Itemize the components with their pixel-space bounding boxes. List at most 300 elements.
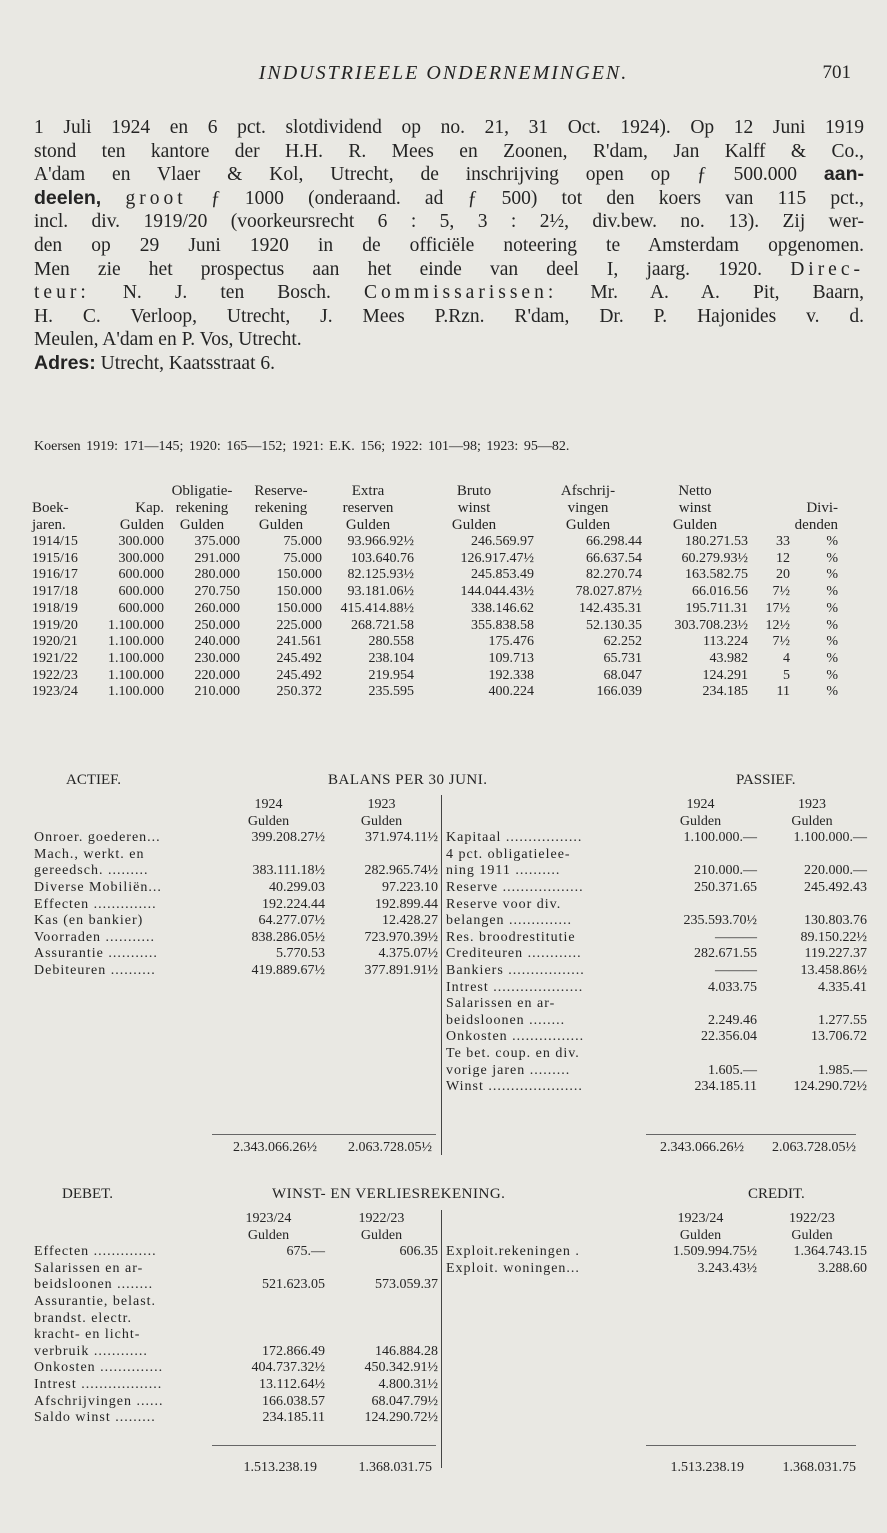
year-cell: 1918/19 [32, 600, 78, 616]
value-cell: 415.414.88½ [340, 600, 414, 616]
ledger-value [644, 996, 757, 1013]
column-header: Obligatie- rekening Gulden [171, 483, 233, 533]
column-header: Divi- denden [794, 500, 838, 533]
ledger-value: 675.— [286, 1244, 325, 1260]
ledger-label: Effecten .............. [34, 896, 157, 912]
ledger-value: 399.208.27½ [251, 830, 325, 846]
ledger-value: 1.364.743.15 [793, 1244, 867, 1260]
ledger-value: 4.033.75 [708, 979, 757, 995]
value-cell: 1.100.000 [108, 634, 164, 650]
value-cell: 246.569.97 [471, 534, 534, 549]
ledger-value [325, 1294, 438, 1311]
value-cell: 234.185 [702, 684, 748, 700]
ledger-row [446, 880, 867, 897]
ledger-row [446, 980, 867, 997]
year-header-row [446, 797, 867, 814]
ledger-value: 192.899.44 [375, 896, 438, 912]
table-row [32, 551, 838, 568]
running-title: INDUSTRIEELE ONDERNEMINGEN. [258, 62, 629, 84]
column-divider [441, 1210, 442, 1468]
text-line: den op 29 Juni 1920 in de officiële noteering te Amsterdam opgenomen. [34, 234, 864, 256]
value-cell: 245.492 [276, 667, 322, 683]
ledger-value [644, 847, 757, 864]
ledger-row [34, 1394, 438, 1411]
winst-totals-right [646, 1460, 860, 1476]
year-header: 1922/23 [358, 1211, 405, 1226]
value-cell: 17½ [765, 600, 790, 616]
value-cell: 62.252 [603, 634, 642, 650]
value-cell: 5 [783, 667, 790, 683]
ledger-row [446, 1063, 867, 1080]
year-cell: 1914/15 [32, 534, 78, 549]
value-cell: 66.016.56 [692, 584, 748, 600]
ledger-value: 4.375.07½ [378, 946, 438, 962]
unit-header: Gulden [679, 1227, 722, 1243]
value-cell: 225.000 [276, 617, 322, 633]
year-cell: 1921/22 [32, 650, 78, 666]
ledger-value [757, 897, 867, 914]
ledger-label: ning 1911 .......... [446, 863, 561, 879]
ledger-label: Onkosten .............. [34, 1360, 164, 1376]
value-cell: 238.104 [368, 650, 414, 666]
unit-header: Gulden [679, 813, 722, 829]
balans-totals-left [212, 1140, 436, 1156]
value-cell: 66.637.54 [586, 550, 642, 566]
year-header: 1923 [367, 797, 396, 812]
ledger-label: Afschrijvingen ...... [34, 1393, 164, 1409]
ledger-row [446, 830, 867, 847]
ledger-value: 1.100.000.— [793, 830, 867, 846]
ledger-value: 838.286.05½ [251, 929, 325, 945]
ledger-value: 371.974.11½ [365, 830, 438, 846]
address-label: Adres: [34, 351, 96, 374]
ledger-value: 1.985.— [818, 1062, 867, 1078]
ledger-label: 4 pct. obligatielee- [446, 846, 571, 862]
ledger-row [446, 963, 867, 980]
table-row [32, 651, 838, 668]
year-header: 1922/23 [789, 1211, 835, 1226]
spaced-word: teur: [34, 282, 90, 304]
value-cell: 210.000 [194, 684, 240, 700]
value-cell: 175.476 [488, 634, 534, 650]
ledger-label: Onroer. goederen... [34, 830, 161, 846]
ledger-value: 119.227.37 [804, 946, 867, 962]
table-row [32, 584, 838, 601]
ledger-row [34, 1244, 438, 1261]
ledger-value: 404.737.32½ [251, 1360, 325, 1376]
table-row [32, 618, 838, 635]
ledger-value [212, 847, 325, 864]
total-value: 2.343.066.26½ [233, 1140, 317, 1155]
ledger-label: Reserve .................. [446, 879, 584, 895]
ledger-value: 130.803.76 [804, 913, 867, 929]
value-cell: 7½ [772, 634, 790, 650]
unit-header-row [446, 814, 867, 831]
text-span: Mr. A. A. Pit, Baarn, [590, 282, 865, 304]
ledger-value: 3.288.60 [818, 1260, 867, 1276]
value-cell: 600.000 [118, 584, 164, 600]
share-prices: Koersen 1919: 171—145; 1920: 165—152; 1921: E.K. 156; 1922: 101—98; 1923: 95—82. [34, 439, 570, 454]
value-cell: 245.492 [276, 650, 322, 666]
value-cell: 600.000 [118, 567, 164, 583]
ledger-label: Mach., werkt. en [34, 846, 145, 862]
value-cell: 142.435.31 [579, 600, 642, 616]
ledger-row [34, 863, 438, 880]
value-cell: 180.271.53 [685, 534, 748, 549]
ledger-row [34, 1360, 438, 1377]
ledger-value: 234.185.11 [694, 1079, 757, 1095]
credit-label: CREDIT. [748, 1186, 805, 1202]
ledger-value: 13.458.86½ [800, 962, 867, 978]
ledger-value: 245.492.43 [804, 879, 867, 895]
ledger-row [34, 913, 438, 930]
ledger-value [212, 1311, 325, 1328]
ledger-label: Exploit.rekeningen . [446, 1244, 580, 1260]
year-cell: 1920/21 [32, 634, 78, 650]
spaced-word: Direc- [790, 258, 864, 280]
ledger-row [34, 1277, 438, 1294]
bold-term: deelen, [34, 186, 102, 209]
value-cell: 150.000 [276, 584, 322, 600]
value-cell: 163.582.75 [685, 567, 748, 583]
actief-label: ACTIEF. [66, 772, 122, 788]
unit-header: Gulden [791, 813, 833, 829]
year-header: 1923/24 [245, 1211, 292, 1226]
value-cell: 400.224 [488, 684, 534, 700]
table-header-row [32, 483, 838, 534]
value-cell: 20 [776, 567, 790, 583]
winst-debet-table [34, 1211, 438, 1427]
value-cell: 245.853.49 [471, 567, 534, 583]
ledger-value: 282.965.74½ [364, 863, 438, 879]
ledger-value: 13.706.72 [811, 1029, 867, 1045]
ledger-label: Effecten .............. [34, 1244, 157, 1260]
ledger-value: 124.290.72½ [793, 1079, 867, 1095]
ledger-value: 210.000.— [694, 863, 757, 879]
value-cell: 52.130.35 [586, 617, 642, 633]
value-cell: % [826, 667, 838, 683]
value-cell: 600.000 [118, 600, 164, 616]
ledger-label: beidsloonen ........ [446, 1012, 566, 1028]
ledger-value: ——— [715, 962, 757, 978]
value-cell: 291.000 [194, 550, 240, 566]
table-row [32, 534, 838, 551]
value-cell: 12½ [765, 617, 790, 633]
ledger-value: 450.342.91½ [364, 1360, 438, 1376]
value-cell: 355.838.58 [471, 617, 534, 633]
ledger-label: belangen .............. [446, 913, 573, 929]
value-cell: 7½ [772, 584, 790, 600]
text-line: H. C. Verloop, Utrecht, J. Mees P.Rzn. R'dam, Dr. P. Hajonides v. d. [34, 305, 864, 327]
ledger-value: 22.356.04 [701, 1029, 757, 1045]
debet-label: DEBET. [62, 1186, 113, 1202]
year-cell: 1922/23 [32, 667, 78, 683]
ledger-row [446, 847, 867, 864]
value-cell: 150.000 [276, 567, 322, 583]
ledger-value [644, 1046, 757, 1063]
value-cell: 68.047 [603, 667, 642, 683]
ledger-value: 573.059.37 [375, 1277, 438, 1293]
text-line: Meulen, A'dam en P. Vos, Utrecht. [34, 329, 302, 351]
year-cell: 1923/24 [32, 684, 78, 700]
value-cell: 33 [776, 534, 790, 549]
ledger-value: ——— [715, 929, 757, 945]
value-cell: % [826, 567, 838, 583]
value-cell: 1.100.000 [108, 650, 164, 666]
ledger-label: Kas (en bankier) [34, 913, 144, 929]
text-span: A'dam en Vlaer & Kol, Utrecht, de inschrijving open op ƒ 500.000 [34, 164, 797, 186]
ledger-label: Diverse Mobiliën... [34, 879, 162, 895]
value-cell: % [826, 617, 838, 633]
value-cell: 75.000 [283, 534, 322, 549]
value-cell: 303.708.23½ [674, 617, 748, 633]
ledger-label: beidsloonen ........ [34, 1277, 154, 1293]
value-cell: 109.713 [488, 650, 534, 666]
value-cell: 280.000 [194, 567, 240, 583]
text-span: Men zie het prospectus aan het einde van deel I, jaarg. 1920. [34, 258, 763, 280]
ledger-value: 192.224.44 [262, 896, 325, 912]
total-value: 2.063.728.05½ [348, 1140, 432, 1155]
ledger-row [34, 1377, 438, 1394]
table-row [32, 567, 838, 584]
table-row [32, 601, 838, 618]
ledger-label: Bankiers ................. [446, 962, 585, 978]
ledger-label: Voorraden ........... [34, 929, 156, 945]
year-cell: 1916/17 [32, 567, 78, 583]
value-cell: 300.000 [118, 550, 164, 566]
ledger-row [34, 1410, 438, 1427]
ledger-label: Crediteuren ............ [446, 946, 582, 962]
value-cell: 338.146.62 [471, 600, 534, 616]
column-header: Afschrij- vingen Gulden [560, 483, 616, 533]
year-header-row [34, 797, 438, 814]
value-cell: 144.044.43½ [460, 584, 534, 600]
ledger-value: 250.371.65 [694, 879, 757, 895]
ledger-value: 12.428.27 [382, 913, 438, 929]
ledger-value [212, 1294, 325, 1311]
ledger-value: 89.150.22½ [800, 929, 867, 945]
ledger-value: 1.100.000.— [683, 830, 757, 846]
value-cell: % [826, 684, 838, 700]
value-cell: 241.561 [276, 634, 322, 650]
unit-header-row [34, 1228, 438, 1245]
ledger-row [446, 1244, 867, 1261]
ledger-row [446, 863, 867, 880]
value-cell: 235.595 [368, 684, 414, 700]
value-cell: 113.224 [703, 634, 748, 650]
total-value: 1.368.031.75 [782, 1460, 856, 1475]
total-value: 2.343.066.26½ [660, 1140, 744, 1155]
total-rule [212, 1134, 436, 1135]
page-header [0, 62, 887, 92]
table-row [32, 634, 838, 651]
value-cell: 66.298.44 [586, 534, 642, 549]
text-line: incl. div. 1919/20 (voorkeursrecht 6 : 5, 3 : 2½, div.bew. no. 13). Zij wer- [34, 211, 864, 233]
value-cell: 195.711.31 [685, 600, 748, 616]
text-span: ƒ 1000 (onderaand. ad ƒ 500) tot den koers van 115 pct., [210, 187, 865, 209]
ledger-label: Kapitaal ................. [446, 830, 583, 846]
year-header: 1923 [798, 797, 826, 812]
value-cell: 93.966.92½ [347, 534, 414, 549]
ledger-value: 166.038.57 [262, 1393, 325, 1409]
ledger-label: Reserve voor div. [446, 896, 562, 912]
ledger-label: Exploit. woningen... [446, 1260, 580, 1276]
passief-label: PASSIEF. [736, 772, 796, 788]
ledger-label: vorige jaren ......... [446, 1062, 571, 1078]
value-cell: 65.731 [603, 650, 642, 666]
value-cell: 166.039 [596, 684, 642, 700]
address-line [34, 352, 864, 376]
ledger-row [34, 946, 438, 963]
page-number: 701 [822, 62, 851, 83]
unit-header-row [446, 1228, 867, 1245]
value-cell: % [826, 584, 838, 600]
year-cell: 1915/16 [32, 550, 78, 566]
value-cell: 78.027.87½ [575, 584, 642, 600]
ledger-row [446, 996, 867, 1013]
column-header: Bruto winst Gulden [451, 483, 497, 533]
value-cell: % [826, 600, 838, 616]
winst-credit-table [446, 1211, 867, 1277]
value-cell: 12 [776, 550, 790, 566]
ledger-label: Salarissen en ar- [34, 1260, 144, 1276]
value-cell: 1.100.000 [108, 667, 164, 683]
ledger-value: 282.671.55 [694, 946, 757, 962]
balans-totals-right [646, 1140, 860, 1156]
ledger-row [446, 1261, 867, 1278]
ledger-value: 521.623.05 [262, 1277, 325, 1293]
value-cell: 260.000 [194, 600, 240, 616]
ledger-value: 13.112.64½ [259, 1376, 325, 1392]
value-cell: 150.000 [276, 600, 322, 616]
ledger-value: 377.891.91½ [364, 962, 438, 978]
financial-history-table [32, 483, 838, 701]
value-cell: % [826, 634, 838, 650]
value-cell: 126.917.47½ [460, 550, 534, 566]
unit-header: Gulden [360, 1227, 403, 1243]
balans-title: BALANS PER 30 JUNI. [328, 772, 488, 788]
table-row [32, 684, 838, 701]
ledger-value: 1.277.55 [818, 1012, 867, 1028]
table-row [32, 668, 838, 685]
address-value: Utrecht, Kaatsstraat 6. [100, 352, 276, 374]
ledger-label: Onkosten ................ [446, 1029, 585, 1045]
value-cell: 1.100.000 [108, 617, 164, 633]
ledger-row [34, 1327, 438, 1344]
value-cell: 82.125.93½ [347, 567, 414, 583]
ledger-row [446, 897, 867, 914]
value-cell: 270.750 [194, 584, 240, 600]
text-span: N. J. ten Bosch. [122, 282, 331, 304]
ledger-row [446, 913, 867, 930]
ledger-value: 606.35 [399, 1244, 438, 1260]
ledger-value: 3.243.43½ [697, 1260, 757, 1276]
balans-passief-table [446, 797, 867, 1096]
text-line [34, 281, 864, 305]
ledger-row [446, 1029, 867, 1046]
total-value: 1.513.238.19 [243, 1460, 317, 1475]
ledger-row [446, 1046, 867, 1063]
ledger-value [757, 847, 867, 864]
unit-header: Gulden [791, 1227, 833, 1243]
ledger-value: 4.335.41 [818, 979, 867, 995]
ledger-row [34, 1261, 438, 1278]
value-cell: 230.000 [194, 650, 240, 666]
ledger-value [757, 1046, 867, 1063]
ledger-row [34, 1344, 438, 1361]
value-cell: 219.954 [368, 667, 414, 683]
value-cell: 4 [783, 650, 790, 666]
ledger-row [34, 963, 438, 980]
ledger-label: Res. broodrestitutie [446, 929, 576, 945]
ledger-row [34, 930, 438, 947]
total-rule [212, 1445, 436, 1446]
ledger-label: Debiteuren .......... [34, 962, 156, 978]
year-header: 1923/24 [677, 1211, 724, 1226]
year-header: 1924 [686, 797, 715, 812]
ledger-value: 419.889.67½ [251, 962, 325, 978]
ledger-value: 5.770.53 [276, 946, 325, 962]
text-line: stond ten kantore der H.H. R. Mees en Zoonen, R'dam, Jan Kalff & Co., [34, 140, 864, 162]
unit-header: Gulden [247, 1227, 290, 1243]
ledger-row [446, 1079, 867, 1096]
ledger-value: 40.299.03 [269, 879, 325, 895]
year-cell: 1919/20 [32, 617, 78, 633]
ledger-value: 1.605.— [708, 1062, 757, 1078]
ledger-value: 234.185.11 [262, 1410, 325, 1426]
year-header-row [446, 1211, 867, 1228]
winst-title: WINST- EN VERLIESREKENING. [272, 1186, 506, 1202]
ledger-value: 383.111.18½ [252, 863, 325, 879]
ledger-label: Intrest .................... [446, 979, 584, 995]
value-cell: 93.181.06½ [347, 584, 414, 600]
ledger-label: brandst. electr. [34, 1310, 133, 1326]
value-cell: 82.270.74 [586, 567, 642, 583]
ledger-value [757, 996, 867, 1013]
ledger-value: 1.509.994.75½ [673, 1244, 757, 1260]
ledger-value: 172.866.49 [262, 1343, 325, 1359]
spaced-word: Commissarissen: [363, 282, 558, 304]
ledger-value: 124.290.72½ [364, 1410, 438, 1426]
company-description [34, 116, 864, 376]
value-cell: 250.372 [276, 684, 322, 700]
value-cell: 75.000 [283, 550, 322, 566]
unit-header-row [34, 814, 438, 831]
value-cell: 103.640.76 [351, 550, 414, 566]
ledger-value: 2.249.46 [708, 1012, 757, 1028]
value-cell: 1.100.000 [108, 684, 164, 700]
ledger-row [34, 830, 438, 847]
year-cell: 1917/18 [32, 584, 78, 600]
ledger-value [325, 847, 438, 864]
ledger-value [325, 1311, 438, 1328]
column-divider [441, 795, 442, 1155]
column-header: Reserve- rekening Gulden [254, 483, 308, 533]
value-cell: % [826, 650, 838, 666]
value-cell: % [826, 534, 838, 549]
ledger-value [212, 1261, 325, 1278]
ledger-label: verbruik ............ [34, 1343, 148, 1359]
unit-header: Gulden [360, 813, 403, 829]
spaced-word: groot [125, 187, 187, 209]
total-rule [646, 1445, 856, 1446]
value-cell: 250.000 [194, 617, 240, 633]
text-line: 1 Juli 1924 en 6 pct. slotdividend op no. 21, 31 Oct. 1924). Op 12 Juni 1919 [34, 117, 864, 138]
ledger-row [34, 847, 438, 864]
ledger-label: Te bet. coup. en div. [446, 1045, 580, 1061]
ledger-label: kracht- en licht- [34, 1327, 141, 1343]
total-value: 1.368.031.75 [358, 1460, 432, 1475]
